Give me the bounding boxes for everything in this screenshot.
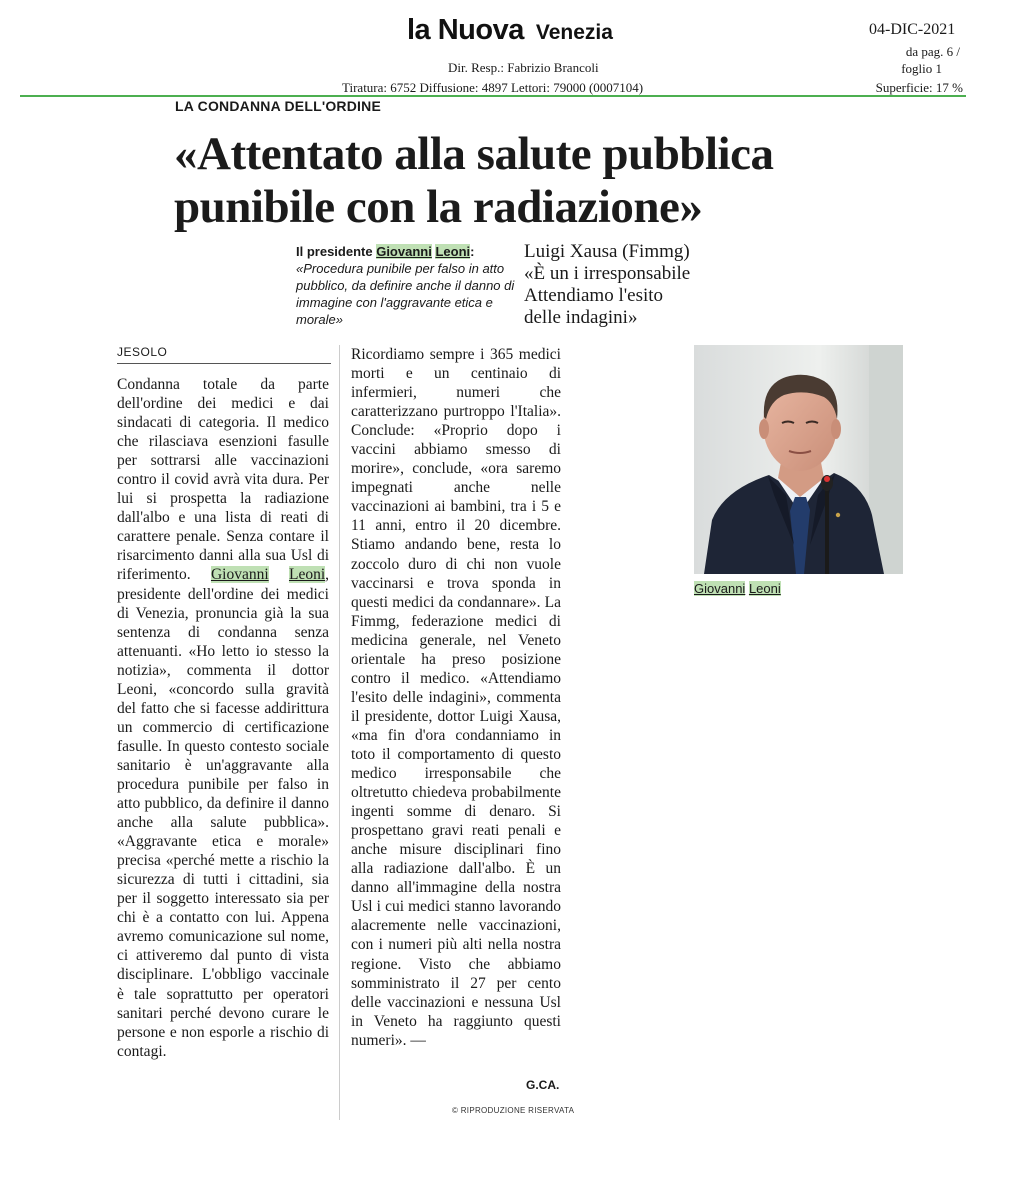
dateline-location: JESOLO <box>117 345 168 359</box>
caption-name-first: Giovanni <box>694 581 746 596</box>
highlighted-name-last: Leoni <box>435 244 471 259</box>
highlighted-name-first: Giovanni <box>210 566 269 584</box>
caption-name-last: Leoni <box>748 581 781 596</box>
newspaper-masthead <box>407 14 613 47</box>
column-1-text-a: Condanna totale da parte dell'ordine dei medici e dai sindacati di categoria. Il medico che rilasciava esenzioni fasulle per sottrarsi alle vaccinazioni contro il covid avrà vita dura. Per lui si prospetta la radiazione dall'albo e una lista di reati di carattere penale. Senza contare il risarcimento danni alla sua Usl di riferimento. <box>117 376 329 584</box>
subheadline-right-line-4: delle indagini» <box>524 307 638 328</box>
article-column-2 <box>351 345 561 1050</box>
subheadline-prefix: Il presidente <box>296 244 377 259</box>
copyright-notice: © RIPRODUZIONE RISERVATA <box>452 1106 575 1115</box>
headline-line-1: «Attentato alla salute pubblica <box>174 128 774 180</box>
circulation-line: Tiratura: 6752 Diffusione: 4897 Lettori: 79000 (0007104) <box>342 80 644 95</box>
highlighted-name-last: Leoni <box>288 566 326 584</box>
subheadline-xausa <box>524 241 754 329</box>
masthead-name: la Nuova <box>407 14 524 46</box>
page-reference: da pag. 6 / <box>905 44 960 59</box>
subheadline-right-line-3: Attendiamo l'esito <box>524 285 664 306</box>
author-signature: G.CA. <box>526 1078 560 1092</box>
director-line: Dir. Resp.: Fabrizio Brancoli <box>448 60 599 75</box>
subheadline-colon: : <box>470 244 475 259</box>
article-headline <box>174 128 934 234</box>
header-divider <box>20 95 966 97</box>
subheadline-right-line-2: «È un i irresponsabile <box>524 263 691 284</box>
subheadline-leoni <box>296 243 521 328</box>
dateline-rule <box>117 363 331 364</box>
surface-percentage: Superficie: 17 % <box>875 80 963 95</box>
headline-line-2: punibile con la radiazione» <box>174 181 703 233</box>
subheadline-quote: «Procedura punibile per falso in atto pubblico, da definire anche il danno di immagine con l'aggravante etica e morale» <box>296 261 515 327</box>
column-divider <box>339 345 340 1120</box>
photo-caption <box>694 581 781 596</box>
article-kicker: LA CONDANNA DELL'ORDINE <box>175 98 381 114</box>
portrait-photo <box>694 345 903 574</box>
column-1-text-b: , presidente dell'ordine dei medici di Venezia, pronuncia già la sua sentenza di condanna senza attenuanti. «Ho letto io stesso la notizia», commenta il dottor Leoni, «concordo sulla gravità del fatto che si facesse addirittura un commercio di certificazione fasulle. In questo contesto sociale sanitario è un'aggravante alla procedura punibile per falso in atto pubblico, da definire il danno anche alla salute pubblica». «Aggravante etica e morale» precisa «perché mette a rischio la sicurezza di tutti i cittadini, sia per il soggetto interessato sia per chi è a contatto con lui. Appena avremo comunicazione sul nome, ci attiveremo dal punto di vista disciplinare. L'obbligo vaccinale è tale soprattutto per operatori sanitari perché devono curare le persone e non esporle a rischio di contagi. <box>117 566 330 1060</box>
highlighted-name-first: Giovanni <box>376 244 432 259</box>
subheadline-right-line-1: Luigi Xausa (Fimmg) <box>524 241 690 262</box>
article-column-1 <box>117 375 329 1061</box>
sheet-reference: foglio 1 <box>901 61 942 76</box>
column-2-text: Ricordiamo sempre i 365 medici morti e un centinaio di infermieri, numeri che caratterizzano purtroppo l'Italia». Conclude: «Proprio dopo i vaccini abbiamo smesso di morire», conclude, «ora saremo impegnati anche nelle vaccinazioni ai bambini, tra i 5 e 11 anni, entro il 20 dicembre. Stiamo andando bene, resta lo zoccolo duro di chi non vuole vaccinarsi e trova sponda in questi medici da condannare». La Fimmg, federazione medici di medicina generale, nel Veneto orientale ha preso posizione contro il medico. «Attendiamo l'esito delle indagini», commenta il presidente, dottor Luigi Xausa, «ma fin d'ora condanniamo in toto il comportamento di questo medico irresponsabile che oltretutto chiedeva probabilmente ingenti somme di denaro. Si prospettano gravi reati penali e anche misure disciplinari fino alla radiazione dall'albo. È un danno all'immagine della nostra Usl i cui medici stanno lavorando alacremente nelle vaccinazioni, con i numeri più alti nella nostra regione. Visto che abbiamo somministrato il 27 per cento delle vaccinazioni e nessuna Usl in Veneto ha raggiunto questi numeri». — <box>351 346 561 1049</box>
masthead-city: Venezia <box>535 21 613 44</box>
issue-date: 04-DIC-2021 <box>869 21 956 38</box>
